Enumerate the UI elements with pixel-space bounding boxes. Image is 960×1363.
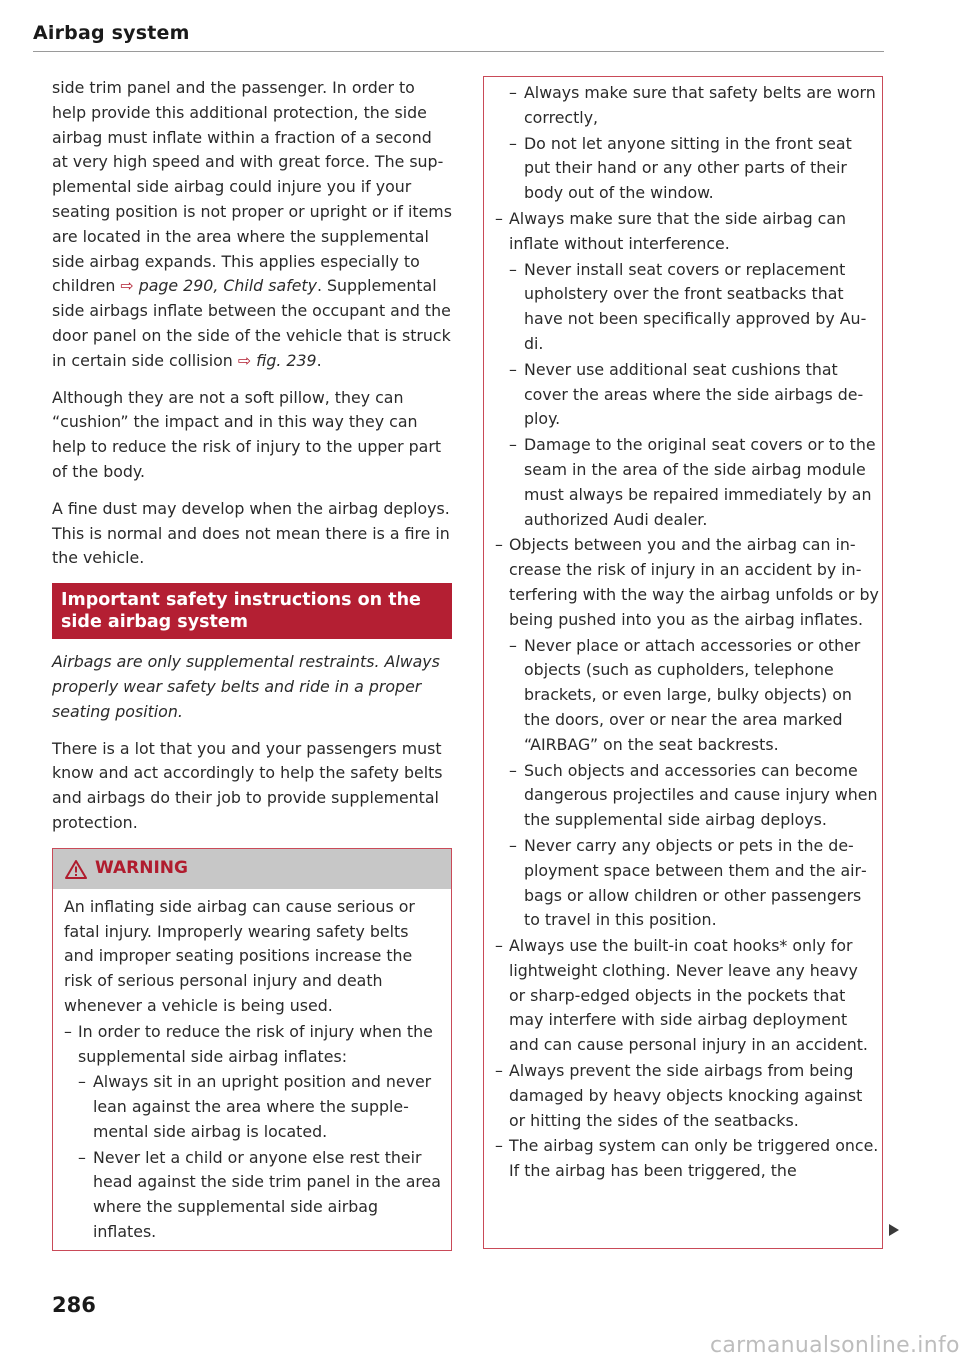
list-item: – Never place or attach accessories or other objects (such as cupholders, telephone brackets, or even large, bulky objects) on the doors, over or near the area marked “AIRBAG” on the seat backrests. xyxy=(509,635,861,754)
page-header-title: Airbag system xyxy=(33,22,190,44)
warning-text: An inflating side airbag can cause serious or fatal injury. Improperly wearing safety belts and improper seating positions increase the risk of serious personal injury and death whenever a vehicle is being used. xyxy=(64,896,415,1015)
section-heading: Important safety instructions on the side airbag system xyxy=(52,583,452,639)
paragraph-know-and-act: There is a lot that you and your passengers must know and act accordingly to help the safety belts and airbags do their job to provide supplemental protection. xyxy=(52,738,443,832)
right-column xyxy=(495,81,879,1185)
warning-body xyxy=(53,889,451,1250)
list-item: – Always sit in an upright position and never lean against the area where the supplemental side airbag is located. xyxy=(78,1072,432,1141)
warning-box xyxy=(52,848,452,1251)
paragraph-fine-dust: A fine dust may develop when the airbag deploys. This is normal and does not mean there is a fire in the vehicle. xyxy=(52,498,450,568)
list-item: – Never carry any objects or pets in the deployment space between them and the airbags or allow children or other passengers to travel in this position. xyxy=(509,835,867,930)
warning-label: WARNING xyxy=(95,858,188,879)
list-item: – Never use additional seat cushions that cover the areas where the side airbags deploy. xyxy=(509,359,864,429)
warning-triangle-icon xyxy=(65,859,87,879)
list-item: – Do not let anyone sitting in the front seat put their hand or any other parts of their body out of the window. xyxy=(509,133,852,203)
continue-arrow-icon xyxy=(889,1224,899,1236)
header-divider xyxy=(33,51,884,52)
list-item: – Damage to the original seat covers or to the seam in the area of the side airbag module must always be repaired immediately by an authorized Audi dealer. xyxy=(509,435,876,529)
list-item: – Never let a child or anyone else rest their head against the side trim panel in the area where the supplemental side airbag inflates. xyxy=(78,1147,441,1242)
paragraph-cushion: Although they are not a soft pillow, they can “cushion” the impact and in this way they can help to reduce the risk of injury to the upper part of the body. xyxy=(52,387,442,481)
left-column xyxy=(52,76,452,1251)
list-item: – Always make sure that the side airbag can inflate without interference. xyxy=(495,208,847,253)
warning-header xyxy=(53,849,451,889)
figure-link[interactable]: ⇨ fig. 239 xyxy=(237,350,317,370)
list-item: – Always use the built-in coat hooks* only for lightweight clothing. Never leave any heavy or sharp-edged objects in the pockets that may interfere with side airbag deployment and can cause personal injury in an accident. xyxy=(495,936,868,1055)
list-item: – The airbag system can only be triggered once. If the airbag has been triggered, the xyxy=(495,1136,879,1181)
child-safety-link[interactable]: ⇨ page 290, Child safety xyxy=(120,276,317,296)
list-item: – Always make sure that safety belts are worn correctly, xyxy=(509,83,876,127)
list-item: – Always prevent the side airbags from being damaged by heavy objects knocking against or hitting the sides of the seatbacks. xyxy=(495,1061,863,1130)
list-item: – Objects between you and the airbag can increase the risk of injury in an accident by interfering with the way the airbag unfolds or by being pushed into you as the airbag inflates. xyxy=(495,535,879,629)
list-item: – Such objects and accessories can become dangerous projectiles and cause injury when the supplemental side airbag deploys. xyxy=(509,760,878,830)
page-number: 286 xyxy=(52,1293,96,1317)
list-item: – In order to reduce the risk of injury when the supplemental side airbag inflates: xyxy=(64,1021,433,1066)
watermark: carmanualsonline.info xyxy=(710,1333,960,1358)
cross-reference-arrow-icon: ⇨ xyxy=(237,350,252,370)
paragraph-side-airbag: side trim panel and the passenger. In order to help provide this additional protection, the side airbag must inflate within a fraction of a second at very high speed and with great force. The supplemental side airbag could injure you if your seating position is not proper or upright or if items are located in the area where the supplemental side airbag expands. This applies especially to children ⇨ page 290, Child safety. Supplemental side airbags inflate between the occupant and the door panel on the side of the vehicle that is struck in certain side collision ⇨ fig. 239. xyxy=(52,78,452,370)
list-item: – Never install seat covers or replacement upholstery over the front seatbacks that have not been specifically approved by Audi. xyxy=(509,259,867,353)
cross-reference-arrow-icon: ⇨ xyxy=(120,276,134,296)
section-intro: Airbags are only supplemental restraints. Always properly wear safety belts and ride in a proper seating position. xyxy=(52,652,440,721)
